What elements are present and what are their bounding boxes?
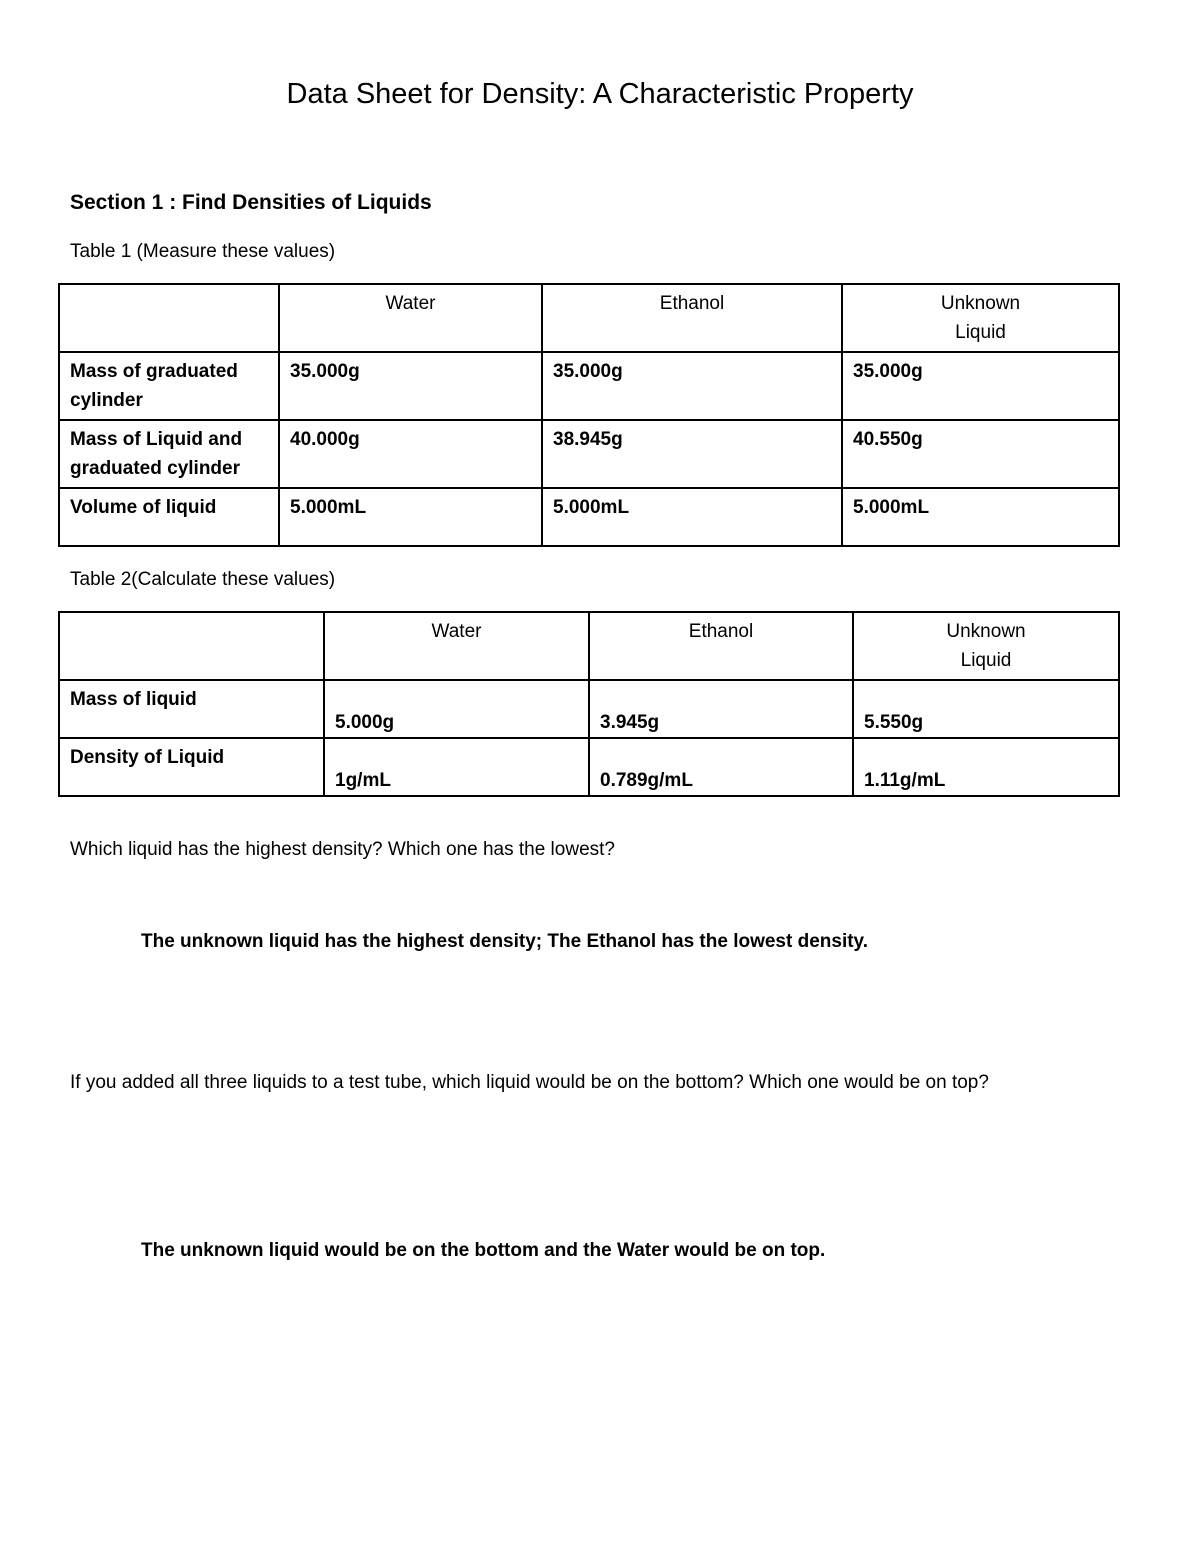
header-cell-unknown-liquid-text: Unknown Liquid: [940, 293, 1021, 343]
cell-ethanol: 35.000g: [542, 352, 842, 420]
cell-unknown: 5.550g: [853, 680, 1119, 738]
section-heading: Section 1 : Find Densities of Liquids: [70, 191, 432, 214]
table-row: [59, 420, 1119, 488]
cell-water: 5.000g: [324, 680, 589, 738]
cell-unknown: 40.550g: [842, 420, 1119, 488]
header-cell-empty: [59, 612, 324, 680]
table-row: [59, 680, 1119, 738]
header-cell-unknown-liquid-text: Unknown Liquid: [946, 621, 1026, 671]
row-label: Mass of liquid: [59, 680, 324, 738]
table-row: [59, 352, 1119, 420]
table-row: [59, 738, 1119, 796]
cell-unknown: 5.000mL: [842, 488, 1119, 546]
cell-water: 5.000mL: [279, 488, 542, 546]
cell-ethanol: 38.945g: [542, 420, 842, 488]
table2-caption: Table 2(Calculate these values): [70, 569, 336, 590]
table-header-row: [59, 612, 1119, 680]
header-cell-water: Water: [324, 612, 589, 680]
question-2: If you added all three liquids to a test tube, which liquid would be on the bottom? Which one would be on top?: [70, 1072, 989, 1093]
cell-unknown: 1.11g/mL: [853, 738, 1119, 796]
cell-water: 40.000g: [279, 420, 542, 488]
header-cell-ethanol: Ethanol: [589, 612, 853, 680]
row-label: Mass of Liquid and graduated cylinder: [59, 420, 279, 488]
table-row: [59, 488, 1119, 546]
row-label: Density of Liquid: [59, 738, 324, 796]
question-1: Which liquid has the highest density? Which one has the lowest?: [70, 839, 615, 860]
header-cell-unknown-liquid: [842, 284, 1119, 352]
table-header-row: [59, 284, 1119, 352]
table1-measured-values: [58, 283, 1120, 547]
table2-calculated-values: [58, 611, 1120, 797]
row-label: Mass of graduated cylinder: [59, 352, 279, 420]
cell-ethanol: 0.789g/mL: [589, 738, 853, 796]
cell-water: 1g/mL: [324, 738, 589, 796]
cell-ethanol: 5.000mL: [542, 488, 842, 546]
cell-unknown: 35.000g: [842, 352, 1119, 420]
answer-2: The unknown liquid would be on the bottom and the Water would be on top.: [141, 1240, 826, 1261]
header-cell-empty: [59, 284, 279, 352]
cell-water: 35.000g: [279, 352, 542, 420]
header-cell-water: Water: [279, 284, 542, 352]
answer-1: The unknown liquid has the highest density; The Ethanol has the lowest density.: [141, 931, 868, 952]
header-cell-unknown-liquid: [853, 612, 1119, 680]
page-title: Data Sheet for Density: A Characteristic Property: [286, 78, 914, 110]
table1-caption: Table 1 (Measure these values): [70, 241, 336, 262]
header-cell-ethanol: Ethanol: [542, 284, 842, 352]
row-label: Volume of liquid: [59, 488, 279, 546]
cell-ethanol: 3.945g: [589, 680, 853, 738]
